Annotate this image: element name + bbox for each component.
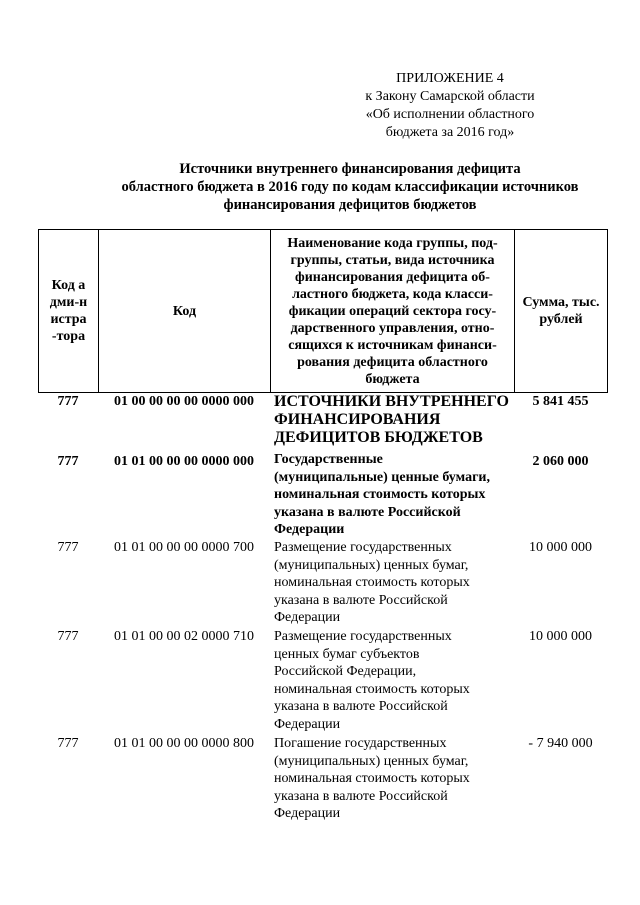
table-row bbox=[38, 393, 607, 451]
row-name-line: Федерации bbox=[274, 716, 341, 732]
row-name-line: Погашение государственных bbox=[274, 736, 447, 751]
appendix-line: «Об исполнении областного bbox=[365, 107, 535, 122]
appendix-block bbox=[330, 70, 570, 142]
header-name-line: фикации операций сектора госу- bbox=[288, 303, 497, 319]
row-name-line: номинальная стоимость которых bbox=[274, 575, 470, 590]
header-name-line: Наименование кода группы, под- bbox=[287, 235, 498, 251]
row-name-line: номинальная стоимость которых bbox=[274, 771, 470, 786]
row-name-line: указана в валюте Российской bbox=[274, 504, 461, 520]
header-name bbox=[271, 230, 515, 393]
row-name-line: ДЕФИЦИТОВ БЮДЖЕТОВ bbox=[274, 429, 483, 446]
header-name-line: дарственного управления, отно- bbox=[290, 320, 495, 336]
row-name-line: указана в валюте Российской bbox=[274, 592, 448, 608]
header-code: Код bbox=[99, 230, 271, 393]
row-sum: 10 000 000 bbox=[529, 629, 592, 644]
row-code: 01 01 00 00 00 0000 800 bbox=[114, 736, 254, 751]
row-admin-code: 777 bbox=[57, 736, 79, 751]
table-row bbox=[38, 628, 607, 735]
row-admin-code: 777 bbox=[57, 454, 79, 469]
row-name-line: Размещение государственных bbox=[274, 629, 452, 644]
row-name-line: Российской Федерации, bbox=[274, 664, 417, 679]
appendix-line: к Закону Самарской области bbox=[365, 89, 535, 104]
row-name-line: номинальная стоимость которых bbox=[274, 681, 470, 697]
row-name-line: ценных бумаг субъектов bbox=[274, 646, 420, 662]
row-sum: 2 060 000 bbox=[532, 454, 589, 469]
table-row bbox=[38, 539, 607, 628]
appendix-line: ПРИЛОЖЕНИЕ 4 bbox=[396, 71, 504, 86]
appendix-line: бюджета за 2016 год» bbox=[385, 125, 515, 140]
table-header bbox=[38, 229, 608, 393]
row-name bbox=[270, 539, 514, 627]
title-line: областного бюджета в 2016 году по кодам классификации источников bbox=[121, 179, 579, 195]
row-sum: 5 841 455 bbox=[532, 394, 589, 409]
row-name-line: номинальная стоимость которых bbox=[274, 487, 486, 502]
row-name-line: указана в валюте Российской bbox=[274, 788, 448, 804]
header-name-line: группы, статьи, вида источника bbox=[290, 252, 495, 268]
row-name-line: (муниципальных) ценных бумаг, bbox=[274, 557, 469, 573]
row-name-line: Размещение государственных bbox=[274, 540, 452, 555]
table-row bbox=[38, 735, 607, 824]
row-name bbox=[270, 451, 514, 539]
row-sum: 10 000 000 bbox=[529, 540, 592, 555]
row-name-line: Федерации bbox=[274, 522, 345, 537]
row-code: 01 00 00 00 00 0000 000 bbox=[114, 394, 254, 409]
row-name-line: Федерации bbox=[274, 610, 341, 625]
row-admin-code: 777 bbox=[57, 540, 79, 555]
table-body bbox=[38, 393, 607, 824]
header-name-line: сящихся к источникам финанси- bbox=[288, 337, 497, 353]
header-name-line: финансирования дефицита об- bbox=[295, 269, 490, 285]
row-admin-code: 777 bbox=[57, 629, 79, 644]
row-name bbox=[270, 735, 514, 823]
header-admin-code-text: Код адми-нистра-тора bbox=[49, 278, 88, 344]
row-name bbox=[270, 393, 514, 447]
row-name-line: указана в валюте Российской bbox=[274, 699, 448, 714]
title-line: Источники внутреннего финансирования дефицита bbox=[179, 161, 521, 177]
row-code: 01 01 00 00 00 0000 700 bbox=[114, 540, 254, 555]
row-admin-code: 777 bbox=[57, 394, 79, 409]
row-name-line: ФИНАНСИРОВАНИЯ bbox=[274, 411, 441, 428]
header-name-line: рования дефицита областного bbox=[297, 354, 488, 370]
row-name bbox=[270, 628, 514, 733]
table-row bbox=[38, 451, 607, 539]
row-name-line: (муниципальных) ценных бумаг, bbox=[274, 753, 469, 769]
row-name-line: Государственные bbox=[274, 452, 383, 467]
header-name-line: бюджета bbox=[365, 371, 420, 387]
row-name-line: (муниципальные) ценные бумаги, bbox=[274, 469, 490, 485]
header-admin-code bbox=[39, 230, 99, 393]
row-code: 01 01 00 00 00 0000 000 bbox=[114, 454, 254, 469]
header-sum bbox=[515, 230, 608, 393]
title-line: финансирования дефицитов бюджетов bbox=[223, 197, 477, 213]
header-sum-text: Сумма, тыс. рублей bbox=[522, 295, 600, 327]
row-sum: - 7 940 000 bbox=[528, 736, 593, 751]
row-code: 01 01 00 00 02 0000 710 bbox=[114, 629, 254, 644]
row-name-line: Федерации bbox=[274, 806, 341, 821]
document-title bbox=[60, 160, 640, 214]
row-name-line: ИСТОЧНИКИ ВНУТРЕННЕГО bbox=[274, 393, 509, 410]
header-name-line: ластного бюджета, кода класси- bbox=[292, 286, 493, 302]
